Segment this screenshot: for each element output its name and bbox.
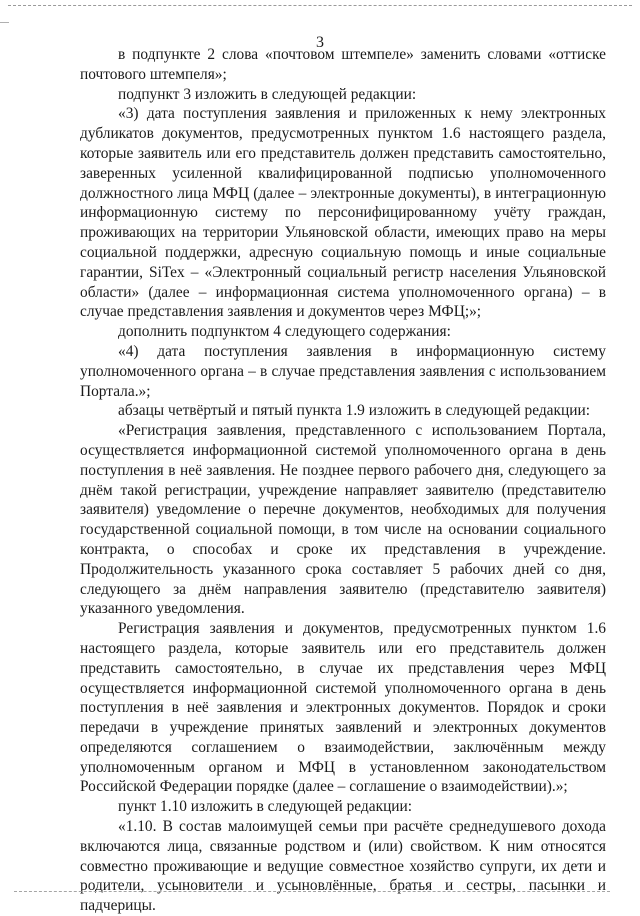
paragraph-4: дополнить подпунктом 4 следующего содержания: [118, 323, 451, 341]
page-number: 3 [316, 34, 324, 51]
paragraph-9: пункт 1.10 изложить в следующей редакции: [118, 798, 413, 816]
paragraph-2: подпункт 3 изложить в следующей редакции: [118, 85, 417, 103]
scan-edge-top [8, 5, 632, 6]
paragraph-10: «1.10. В состав малоимущей семьи при расчёте среднедушевого дохода включаются лица, связанные родством и (или) свойством. К ним относятся совместно проживающие и ведущие совместное хозяйство супруги, их дети и родители, усыновители и усыновлённые, братья и сестры, пасынки и падчерицы. [80, 818, 606, 915]
paragraph-3: «3) дата поступления заявления и приложенных к нему электронных дубликатов документов, предусмотренных пунктом 1.6 настоящего раздела, которые заявитель или его представитель должен представить самостоятельно, заверенных усиленной квалифицированной подписью уполномоченного должностного лица МФЦ (далее – электронные документы), в интеграционную информационную систему по персонифицированному учёту граждан, проживающих на территории Ульяновской области, имеющих право на меры социальной поддержки, адресную социальную помощь и иные социальные гарантии, SiTex – «Электронный социальный регистр населения Ульяновской области» (далее – информационная система уполномоченного органа) – в случае представления заявления и документов через МФЦ;»; [80, 105, 606, 321]
scan-margin-mark [0, 22, 9, 23]
document-body [80, 45, 606, 916]
paragraph-7: «Регистрация заявления, представленного с использованием Портала, осуществляется информационной системой уполномоченного органа в день поступления в неё заявления. Не позднее первого рабочего дня, следующего за днём такой регистрации, учреждение направляет заявителю (представителю заявителя) уведомление о перечне документов, необходимых для получения государственной социальной помощи, в том числе на основании социального контракта, о способах и сроке их представления в учреждение. Продолжительность указанного срока составляет 5 рабочих дней со дня, следующего за днём направления заявителю (представителю заявителя) указанного уведомления. [80, 422, 606, 618]
paragraph-1: в подпункте 2 слова «почтовом штемпеле» заменить словами «оттиске почтового штемпеля»; [80, 46, 606, 83]
paragraph-5: «4) дата поступления заявления в информационную систему уполномоченного органа – в случае представления заявления с использованием Портала.»; [80, 342, 606, 400]
paragraph-6: абзацы четвёртый и пятый пункта 1.9 изложить в следующей редакции: [118, 402, 590, 420]
scan-edge-bottom [14, 891, 610, 892]
paragraph-8: Регистрация заявления и документов, предусмотренных пунктом 1.6 настоящего раздела, которые заявитель или его представитель должен представить самостоятельно, в случае их представления через МФЦ осуществляется информационной системой уполномоченного органа в день поступления в неё заявления и электронных документов. Порядок и сроки передачи в учреждение принятых заявлений и электронных документов определяются соглашением о взаимодействии, заключённым между уполномоченным органом и МФЦ в установленном законодательством Российской Федерации порядке (далее – соглашение о взаимодействии).»; [80, 620, 606, 796]
